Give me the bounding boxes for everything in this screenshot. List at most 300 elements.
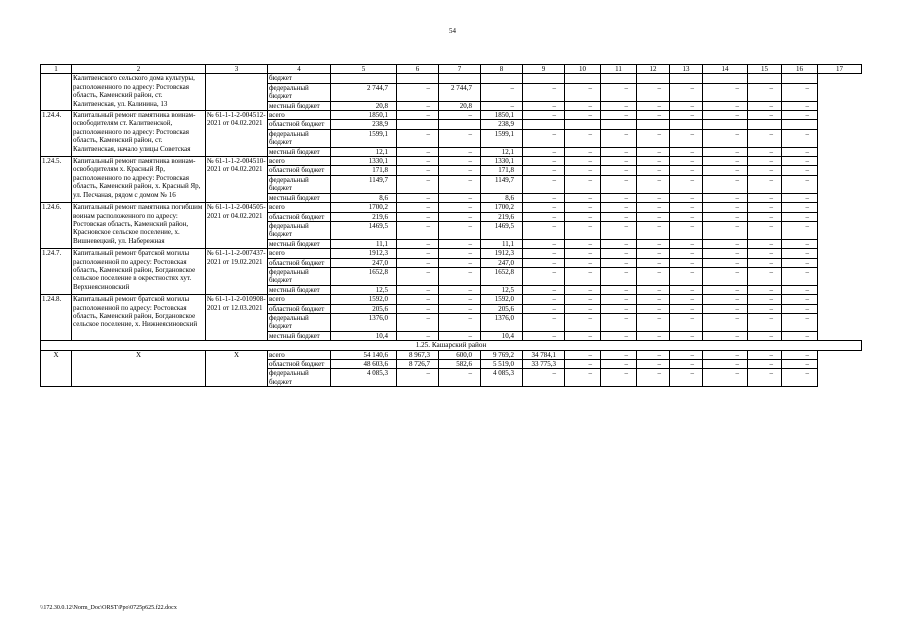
amount-cell <box>637 120 670 129</box>
amount-cell <box>703 74 748 83</box>
amount-cell: 20,8 <box>331 101 397 110</box>
amount-cell: – <box>439 369 481 387</box>
amount-cell: – <box>748 111 782 120</box>
amount-cell: – <box>748 350 782 359</box>
amount-cell: – <box>782 212 818 221</box>
amount-cell: – <box>565 193 601 202</box>
amount-cell <box>703 120 748 129</box>
amount-cell: – <box>637 221 670 239</box>
item-document: № 61-1-1-2-004512-2021 от 04.02.2021 <box>206 111 268 157</box>
item-number: 1.24.7. <box>41 249 72 295</box>
header-cell: 15 <box>748 65 782 74</box>
amount-cell: – <box>748 221 782 239</box>
amount-cell: – <box>481 83 523 101</box>
amount-cell: – <box>565 166 601 175</box>
amount-cell: – <box>748 331 782 340</box>
funding-source: всего <box>268 350 331 359</box>
amount-cell: 12,1 <box>481 147 523 156</box>
item-number: Х <box>41 350 72 387</box>
header-cell: 11 <box>601 65 637 74</box>
amount-cell: 1149,7 <box>481 175 523 193</box>
amount-cell: – <box>703 313 748 331</box>
amount-cell: 1376,0 <box>481 313 523 331</box>
amount-cell: – <box>703 304 748 313</box>
amount-cell: 10,4 <box>481 331 523 340</box>
amount-cell: – <box>523 101 565 110</box>
amount-cell: – <box>565 369 601 387</box>
amount-cell: – <box>670 111 703 120</box>
amount-cell: – <box>439 147 481 156</box>
amount-cell: – <box>523 249 565 258</box>
amount-cell: – <box>397 267 439 285</box>
amount-cell: – <box>523 295 565 304</box>
amount-cell: – <box>748 83 782 101</box>
amount-cell: – <box>523 267 565 285</box>
amount-cell: – <box>397 212 439 221</box>
amount-cell: – <box>670 267 703 285</box>
amount-cell: – <box>523 147 565 156</box>
funding-source: местный бюджет <box>268 285 331 294</box>
header-cell: 12 <box>637 65 670 74</box>
amount-cell: – <box>748 212 782 221</box>
amount-cell: – <box>439 193 481 202</box>
amount-cell: – <box>523 157 565 166</box>
amount-cell: – <box>782 369 818 387</box>
amount-cell: 205,6 <box>481 304 523 313</box>
amount-cell: 205,6 <box>331 304 397 313</box>
amount-cell: – <box>397 258 439 267</box>
section-title: 1.25. Кашарский район <box>41 341 862 350</box>
funding-source: бюджет <box>268 74 331 83</box>
amount-cell: 1599,1 <box>331 129 397 147</box>
header-cell: 3 <box>206 65 268 74</box>
amount-cell: – <box>397 295 439 304</box>
amount-cell: – <box>397 157 439 166</box>
funding-source: всего <box>268 111 331 120</box>
amount-cell: – <box>748 129 782 147</box>
amount-cell: – <box>748 193 782 202</box>
amount-cell: – <box>782 175 818 193</box>
amount-cell: – <box>565 203 601 212</box>
amount-cell: – <box>523 221 565 239</box>
amount-cell: – <box>703 267 748 285</box>
amount-cell: – <box>670 157 703 166</box>
amount-cell <box>782 74 818 83</box>
amount-cell: 1912,3 <box>481 249 523 258</box>
amount-cell: – <box>748 239 782 248</box>
amount-cell: – <box>637 166 670 175</box>
table-row <box>41 295 862 304</box>
amount-cell: – <box>637 193 670 202</box>
amount-cell: – <box>397 101 439 110</box>
amount-cell: – <box>397 111 439 120</box>
amount-cell <box>601 74 637 83</box>
amount-cell: – <box>748 313 782 331</box>
amount-cell: 8 726,7 <box>397 360 439 369</box>
item-document <box>206 74 268 111</box>
amount-cell: – <box>523 175 565 193</box>
amount-cell: 1850,1 <box>481 111 523 120</box>
amount-cell: 1330,1 <box>331 157 397 166</box>
amount-cell: 219,6 <box>331 212 397 221</box>
amount-cell: – <box>565 249 601 258</box>
amount-cell: – <box>565 304 601 313</box>
amount-cell: – <box>703 157 748 166</box>
amount-cell: – <box>670 369 703 387</box>
amount-cell: 4 085,3 <box>331 369 397 387</box>
amount-cell: – <box>601 295 637 304</box>
amount-cell: – <box>565 147 601 156</box>
amount-cell <box>481 74 523 83</box>
item-document: № 61-1-1-2-007437-2021 от 19.02.2021 <box>206 249 268 295</box>
amount-cell: – <box>637 101 670 110</box>
amount-cell: – <box>703 101 748 110</box>
item-name: Х <box>72 350 206 387</box>
amount-cell: – <box>637 369 670 387</box>
amount-cell: 171,8 <box>481 166 523 175</box>
amount-cell: – <box>439 203 481 212</box>
amount-cell: – <box>397 166 439 175</box>
amount-cell: 1599,1 <box>481 129 523 147</box>
amount-cell <box>670 120 703 129</box>
amount-cell: – <box>703 249 748 258</box>
item-document: Х <box>206 350 268 387</box>
amount-cell: – <box>670 249 703 258</box>
amount-cell: – <box>703 369 748 387</box>
amount-cell: 247,0 <box>331 258 397 267</box>
amount-cell: – <box>397 221 439 239</box>
amount-cell: – <box>601 313 637 331</box>
amount-cell: 8,6 <box>331 193 397 202</box>
amount-cell <box>565 74 601 83</box>
amount-cell: – <box>637 267 670 285</box>
amount-cell: – <box>397 239 439 248</box>
amount-cell: 238,9 <box>481 120 523 129</box>
amount-cell: – <box>565 258 601 267</box>
amount-cell: – <box>637 129 670 147</box>
item-number: 1.24.5. <box>41 157 72 203</box>
amount-cell <box>637 74 670 83</box>
amount-cell: 1700,2 <box>331 203 397 212</box>
amount-cell: 8 967,3 <box>397 350 439 359</box>
funding-source: федеральный бюджет <box>268 267 331 285</box>
amount-cell: – <box>523 129 565 147</box>
amount-cell: – <box>565 221 601 239</box>
table-row <box>41 74 862 83</box>
amount-cell <box>397 120 439 129</box>
amount-cell: – <box>703 331 748 340</box>
funding-source: федеральный бюджет <box>268 129 331 147</box>
amount-cell: – <box>523 212 565 221</box>
amount-cell: – <box>748 147 782 156</box>
amount-cell: – <box>637 295 670 304</box>
amount-cell: – <box>670 239 703 248</box>
amount-cell: – <box>637 285 670 294</box>
amount-cell: – <box>748 258 782 267</box>
funding-source: федеральный бюджет <box>268 369 331 387</box>
amount-cell: – <box>565 239 601 248</box>
amount-cell: – <box>397 331 439 340</box>
table-row <box>41 249 862 258</box>
page-number: 54 <box>449 27 456 35</box>
amount-cell <box>670 74 703 83</box>
amount-cell: – <box>397 313 439 331</box>
amount-cell: 4 085,3 <box>481 369 523 387</box>
amount-cell: – <box>782 111 818 120</box>
amount-cell: – <box>439 239 481 248</box>
amount-cell: – <box>439 129 481 147</box>
header-cell: 2 <box>72 65 206 74</box>
amount-cell: – <box>637 203 670 212</box>
amount-cell: – <box>439 313 481 331</box>
amount-cell: – <box>782 221 818 239</box>
item-number: 1.24.6. <box>41 203 72 249</box>
funding-source: местный бюджет <box>268 331 331 340</box>
amount-cell: – <box>439 258 481 267</box>
amount-cell: – <box>748 295 782 304</box>
amount-cell: – <box>782 360 818 369</box>
table-row <box>41 203 862 212</box>
amount-cell: – <box>670 166 703 175</box>
amount-cell: 1700,2 <box>481 203 523 212</box>
amount-cell <box>523 120 565 129</box>
amount-cell: 11,1 <box>481 239 523 248</box>
amount-cell: – <box>439 212 481 221</box>
amount-cell: 2 744,7 <box>439 83 481 101</box>
amount-cell: – <box>397 193 439 202</box>
amount-cell: 1592,0 <box>481 295 523 304</box>
amount-cell: – <box>703 166 748 175</box>
amount-cell: – <box>439 157 481 166</box>
amount-cell: – <box>601 285 637 294</box>
amount-cell: 1592,0 <box>331 295 397 304</box>
item-name: Капитальный ремонт памятника воинам-освободителям х. Красный Яр, расположенного по адресу: Ростовская область, Каменский район, х. Красный Яр, ул. Песчаная, рядом с домом № 16 <box>72 157 206 203</box>
amount-cell: – <box>565 101 601 110</box>
amount-cell: – <box>601 369 637 387</box>
amount-cell: – <box>637 111 670 120</box>
funding-source: всего <box>268 249 331 258</box>
amount-cell: – <box>397 175 439 193</box>
amount-cell: – <box>670 212 703 221</box>
amount-cell: – <box>439 221 481 239</box>
item-document: № 61-1-1-2-004505-2021 от 04.02.2021 <box>206 203 268 249</box>
amount-cell: – <box>670 313 703 331</box>
amount-cell: – <box>670 129 703 147</box>
amount-cell: – <box>601 331 637 340</box>
funding-source: всего <box>268 203 331 212</box>
amount-cell: – <box>670 285 703 294</box>
amount-cell: – <box>601 239 637 248</box>
funding-source: местный бюджет <box>268 147 331 156</box>
amount-cell: – <box>748 203 782 212</box>
amount-cell: – <box>703 212 748 221</box>
amount-cell: – <box>670 147 703 156</box>
amount-cell: – <box>703 258 748 267</box>
amount-cell: 54 140,6 <box>331 350 397 359</box>
amount-cell: – <box>703 147 748 156</box>
funding-source: местный бюджет <box>268 101 331 110</box>
header-cell: 1 <box>41 65 72 74</box>
amount-cell: – <box>670 360 703 369</box>
amount-cell: – <box>601 360 637 369</box>
amount-cell: – <box>523 193 565 202</box>
item-number: 1.24.4. <box>41 111 72 157</box>
amount-cell: – <box>782 304 818 313</box>
amount-cell: 5 519,0 <box>481 360 523 369</box>
funding-source: федеральный бюджет <box>268 313 331 331</box>
amount-cell: – <box>601 111 637 120</box>
amount-cell: – <box>670 193 703 202</box>
amount-cell: – <box>748 304 782 313</box>
amount-cell: – <box>601 147 637 156</box>
amount-cell <box>439 74 481 83</box>
amount-cell: – <box>523 313 565 331</box>
amount-cell: 10,4 <box>331 331 397 340</box>
table-row <box>41 111 862 120</box>
amount-cell: – <box>439 249 481 258</box>
amount-cell: 1469,5 <box>331 221 397 239</box>
amount-cell: – <box>782 239 818 248</box>
amount-cell: – <box>782 193 818 202</box>
amount-cell: – <box>637 212 670 221</box>
amount-cell: – <box>782 203 818 212</box>
amount-cell: – <box>782 101 818 110</box>
amount-cell: – <box>670 331 703 340</box>
item-number <box>41 74 72 111</box>
item-name: Капитальный ремонт братской могилы расположенной по адресу: Ростовская область, Каменский район, Богдановское сельское поселение в окрестностях хут. Верхнеясиновский <box>72 249 206 295</box>
amount-cell: – <box>782 147 818 156</box>
item-name: Капитальный ремонт памятника погибшим воинам расположенного по адресу: Ростовская область, Каменский район, Красновское сельское поселение, х. Вишневецкий, ул. Набережная <box>72 203 206 249</box>
header-cell: 14 <box>703 65 748 74</box>
header-cell: 5 <box>331 65 397 74</box>
amount-cell: – <box>397 304 439 313</box>
amount-cell: – <box>439 331 481 340</box>
amount-cell: – <box>601 350 637 359</box>
amount-cell: – <box>439 111 481 120</box>
amount-cell: – <box>523 111 565 120</box>
funding-source: федеральный бюджет <box>268 221 331 239</box>
funding-source: областной бюджет <box>268 258 331 267</box>
header-cell: 16 <box>782 65 818 74</box>
amount-cell: – <box>601 203 637 212</box>
amount-cell: – <box>703 193 748 202</box>
amount-cell <box>782 120 818 129</box>
item-document: № 61-1-1-2-010908-2021 от 12.03.2021 <box>206 295 268 341</box>
section-row <box>41 341 862 350</box>
amount-cell: 2 744,7 <box>331 83 397 101</box>
amount-cell: – <box>565 83 601 101</box>
amount-cell: – <box>565 267 601 285</box>
amount-cell <box>439 120 481 129</box>
amount-cell: – <box>703 175 748 193</box>
amount-cell: – <box>565 295 601 304</box>
amount-cell: – <box>565 175 601 193</box>
amount-cell: – <box>565 157 601 166</box>
amount-cell: – <box>703 239 748 248</box>
funding-source: областной бюджет <box>268 212 331 221</box>
amount-cell: – <box>601 166 637 175</box>
amount-cell: – <box>637 83 670 101</box>
amount-cell: 582,6 <box>439 360 481 369</box>
amount-cell: – <box>439 175 481 193</box>
amount-cell: – <box>782 157 818 166</box>
amount-cell: – <box>748 249 782 258</box>
item-name: Калитвенского сельского дома культуры, расположенного по адресу: Ростовская область, Каменский район, ст. Калитвенская, ул. Калинина, 13 <box>72 74 206 111</box>
amount-cell: – <box>703 111 748 120</box>
footer-file-path: \\172.30.0.12\Norm_Doc\ORST\Ppo\0725p625.f22.docx <box>40 605 177 611</box>
amount-cell: – <box>523 285 565 294</box>
amount-cell: – <box>782 285 818 294</box>
amount-cell: – <box>523 369 565 387</box>
funding-source: всего <box>268 157 331 166</box>
amount-cell: 9 769,2 <box>481 350 523 359</box>
amount-cell: – <box>703 350 748 359</box>
amount-cell: – <box>439 304 481 313</box>
amount-cell <box>601 120 637 129</box>
header-cell: 6 <box>397 65 439 74</box>
amount-cell: – <box>637 249 670 258</box>
amount-cell: 247,0 <box>481 258 523 267</box>
amount-cell: – <box>397 129 439 147</box>
item-name: Капитальный ремонт братской могилы расположенной по адресу: Ростовская область, Каменский район, Богдановское сельское поселение, х. Нижнеясиновский <box>72 295 206 341</box>
amount-cell: – <box>637 157 670 166</box>
item-number: 1.24.8. <box>41 295 72 341</box>
amount-cell: – <box>601 101 637 110</box>
amount-cell: – <box>782 267 818 285</box>
funding-source: всего <box>268 295 331 304</box>
summary-row <box>41 350 862 359</box>
amount-cell: – <box>565 350 601 359</box>
amount-cell: – <box>670 295 703 304</box>
amount-cell: – <box>601 193 637 202</box>
amount-cell: – <box>523 83 565 101</box>
amount-cell: – <box>748 369 782 387</box>
amount-cell: 12,5 <box>481 285 523 294</box>
header-cell: 17 <box>818 65 862 74</box>
amount-cell: – <box>397 249 439 258</box>
amount-cell: 219,6 <box>481 212 523 221</box>
amount-cell: – <box>565 360 601 369</box>
amount-cell: – <box>397 147 439 156</box>
funding-source: местный бюджет <box>268 239 331 248</box>
amount-cell: – <box>670 350 703 359</box>
amount-cell: – <box>397 203 439 212</box>
amount-cell: 1330,1 <box>481 157 523 166</box>
amount-cell: – <box>782 331 818 340</box>
header-cell: 8 <box>481 65 523 74</box>
amount-cell: – <box>703 285 748 294</box>
amount-cell: – <box>523 258 565 267</box>
item-name: Капитальный ремонт памятника воинам-освободителям ст. Калитвенской, расположенного по адресу: Ростовская область, Каменский район, ст. Калитвенская, начало улицы Советская <box>72 111 206 157</box>
amount-cell: 1469,5 <box>481 221 523 239</box>
amount-cell: – <box>523 166 565 175</box>
amount-cell: – <box>397 285 439 294</box>
amount-cell: – <box>523 239 565 248</box>
amount-cell: – <box>748 101 782 110</box>
amount-cell: – <box>703 83 748 101</box>
funding-source: федеральный бюджет <box>268 175 331 193</box>
amount-cell: – <box>565 129 601 147</box>
amount-cell: 12,1 <box>331 147 397 156</box>
amount-cell: – <box>782 166 818 175</box>
funding-source: областной бюджет <box>268 360 331 369</box>
amount-cell: – <box>565 331 601 340</box>
amount-cell: – <box>439 267 481 285</box>
amount-cell: – <box>637 258 670 267</box>
amount-cell: 1652,8 <box>481 267 523 285</box>
amount-cell: – <box>439 295 481 304</box>
amount-cell: – <box>565 313 601 331</box>
